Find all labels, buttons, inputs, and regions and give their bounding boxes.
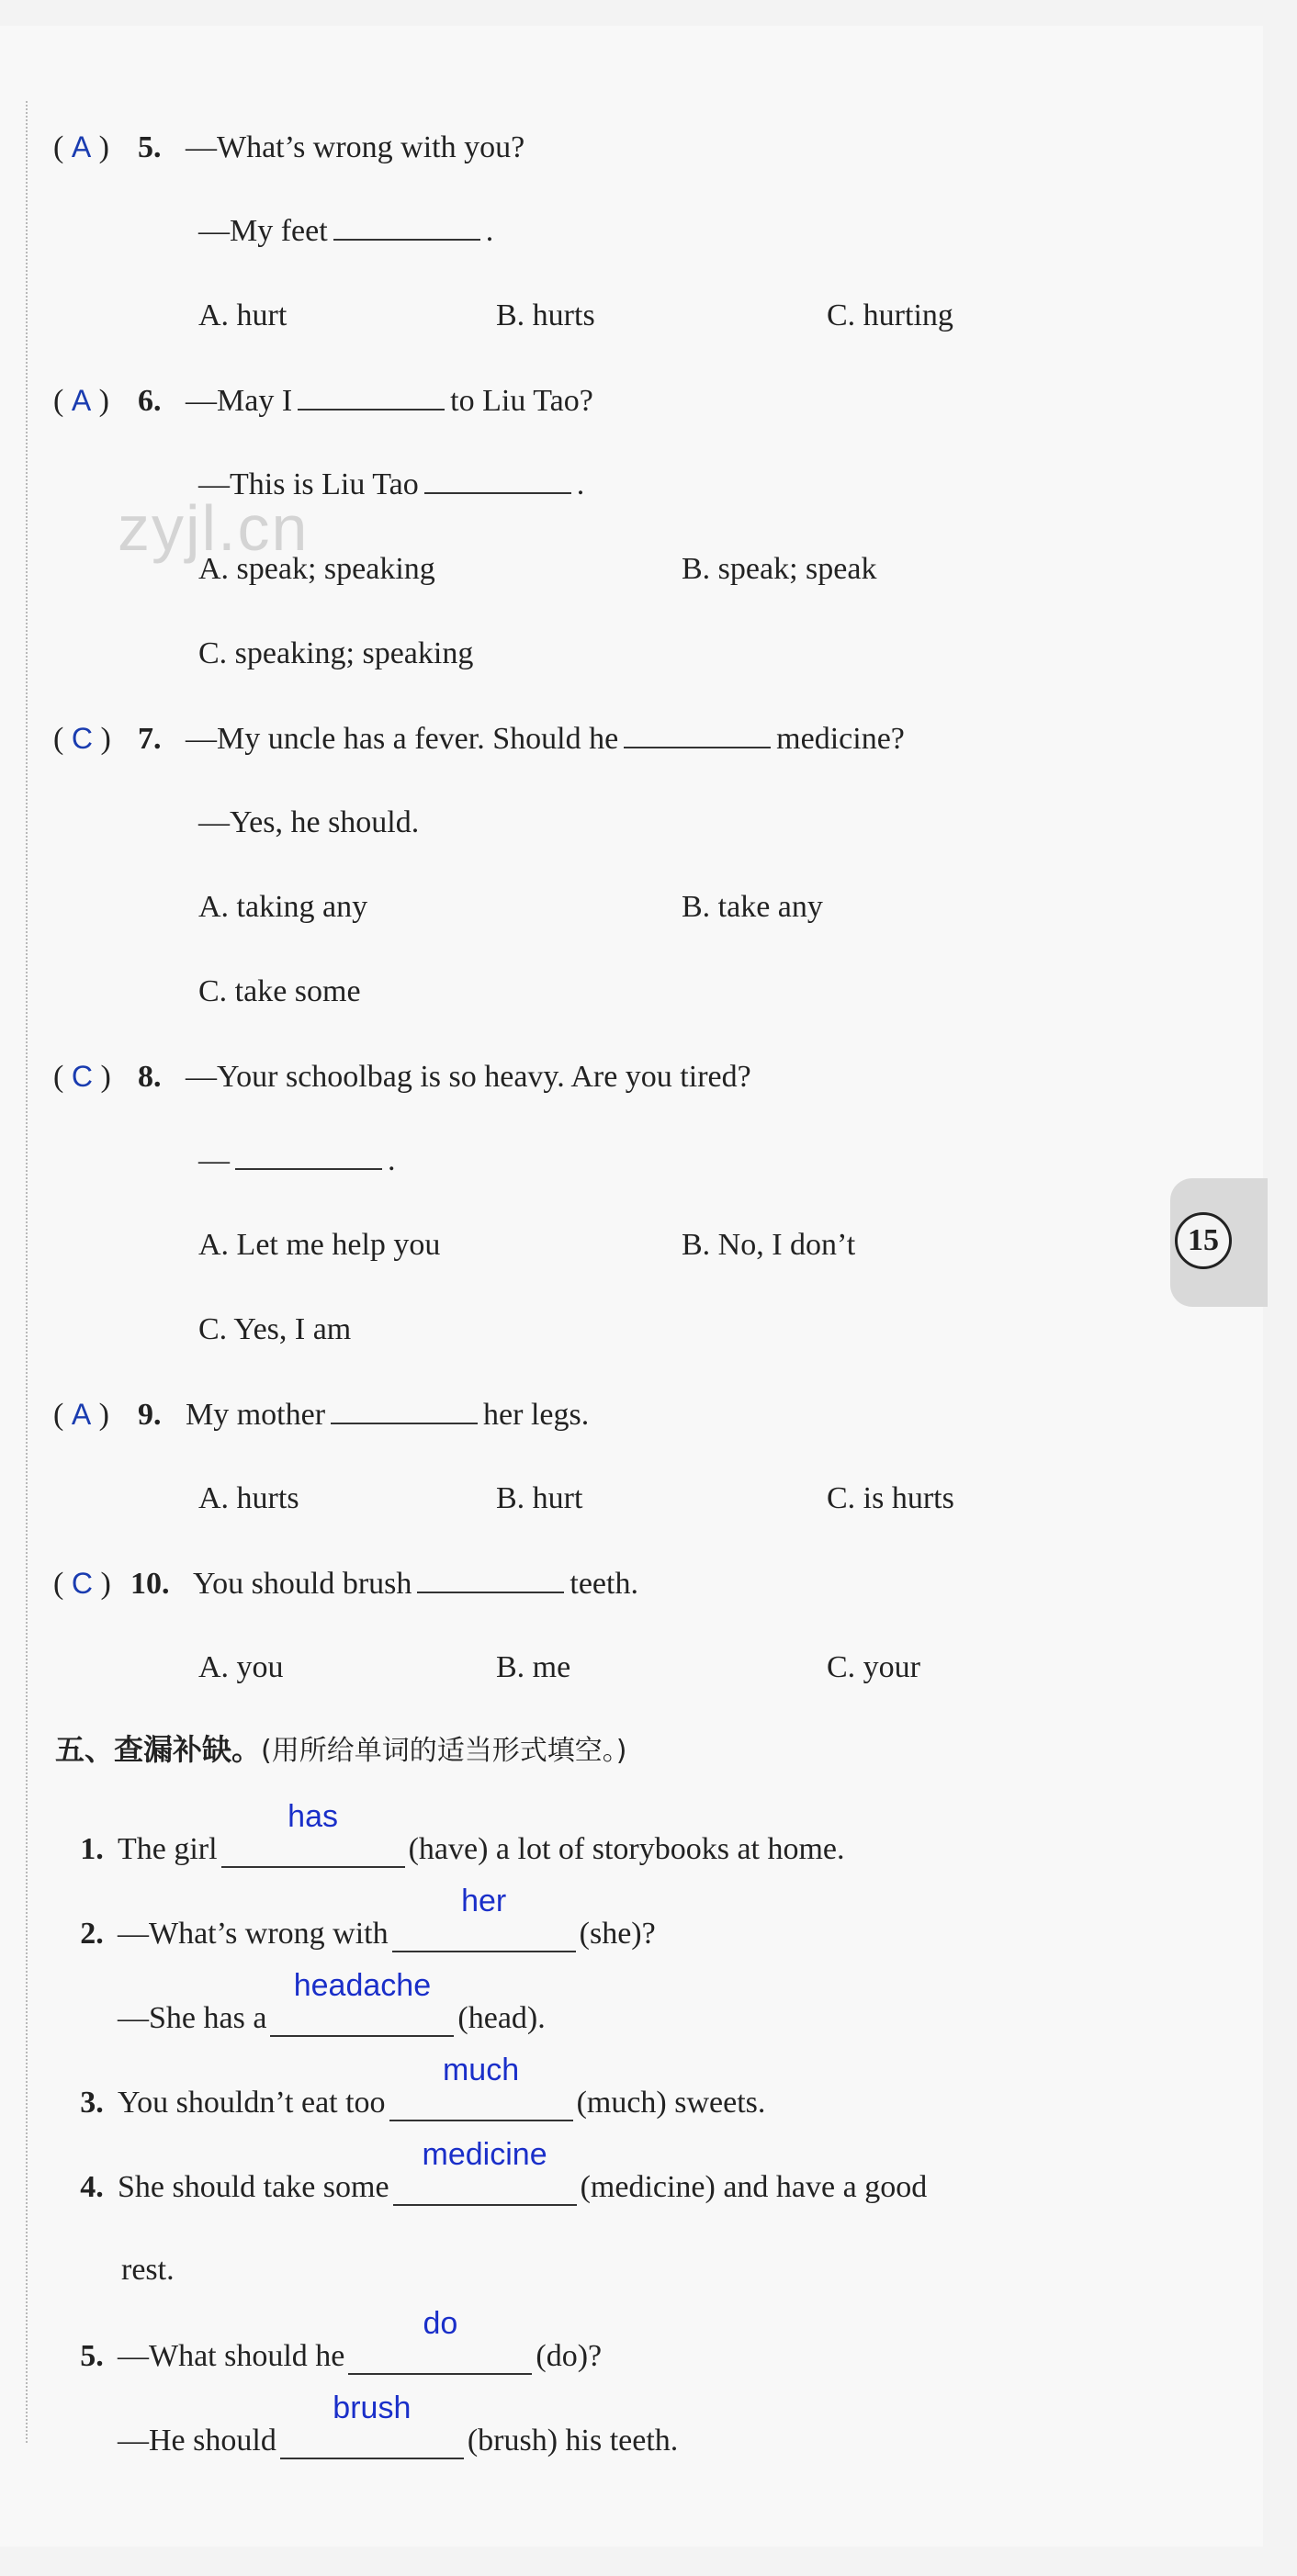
fill-item-4b: rest.: [121, 2253, 175, 2287]
question-number: 7.: [138, 722, 162, 756]
fill-blank[interactable]: [270, 1968, 454, 2037]
option-c: C. is hurts: [827, 1481, 954, 1515]
handwritten-answer: brush: [333, 2390, 412, 2425]
question-10: ( C ) 10. You should brush teeth.: [53, 1567, 638, 1601]
option-b: B. hurt: [496, 1481, 583, 1515]
watermark: zyjl.cn: [118, 492, 310, 564]
fill-item-5b: —He should brush (brush) his teeth.: [118, 2390, 679, 2458]
fill-item-2b: —She has a headache (head).: [118, 1968, 546, 2035]
option-a: A. speak; speaking: [198, 552, 435, 586]
question-6: ( A ) 6. —May I to Liu Tao?: [53, 384, 593, 418]
handwritten-answer: her: [461, 1884, 507, 1918]
question-7: ( C ) 7. —My uncle has a fever. Should he medicine?: [53, 722, 905, 756]
question-9: ( A ) 9. My mother her legs.: [53, 1398, 590, 1432]
answer-mark: C: [71, 1567, 93, 1600]
fill-blank[interactable]: [392, 1884, 576, 1952]
option-b: B. take any: [682, 890, 823, 924]
option-b: B. speak; speak: [682, 552, 877, 586]
binding-margin-line: [26, 101, 28, 2443]
section-instruction: (用所给单词的适当形式填空。): [261, 1735, 627, 1767]
question-5: ( A ) 5. —What’s wrong with you?: [53, 130, 525, 164]
answer-blank: [235, 1163, 382, 1170]
option-b: B. hurts: [496, 298, 595, 332]
fill-blank[interactable]: [221, 1799, 405, 1868]
fill-blank[interactable]: [389, 2053, 573, 2121]
answer-mark: C: [71, 722, 93, 755]
answer-blank: [624, 741, 771, 748]
question-8-reply: — .: [198, 1143, 396, 1177]
option-c: C. your: [827, 1650, 920, 1684]
option-c: C. hurting: [827, 298, 953, 332]
fill-item-4: 4. She should take some medicine (medicine) and have a good: [80, 2137, 928, 2204]
answer-blank: [331, 1417, 478, 1424]
fill-item-5: 5. —What should he do (do)?: [80, 2306, 603, 2373]
page-number: 15: [1175, 1212, 1232, 1269]
handwritten-answer: much: [442, 2053, 520, 2087]
answer-blank: [424, 487, 571, 494]
option-a: A. Let me help you: [198, 1228, 441, 1262]
answer-blank: [417, 1586, 564, 1593]
question-prompt: —What’s wrong with you?: [186, 130, 525, 164]
question-number: 8.: [138, 1060, 162, 1094]
answer-blank: [333, 233, 480, 241]
section-title: 五、查漏补缺。(用所给单词的适当形式填空。): [55, 1732, 627, 1767]
answer-mark: A: [71, 130, 92, 163]
question-number: 10.: [130, 1567, 170, 1601]
option-a: A. taking any: [198, 890, 368, 924]
handwritten-answer: has: [288, 1799, 338, 1834]
fill-blank[interactable]: [280, 2390, 464, 2459]
option-a: A. hurt: [198, 298, 288, 332]
answer-blank: [298, 403, 445, 411]
option-b: B. me: [496, 1650, 571, 1684]
fill-item-2: 2. —What’s wrong with her (she)?: [80, 1884, 656, 1951]
question-number: 5.: [138, 130, 162, 164]
fill-blank[interactable]: [393, 2137, 577, 2206]
option-c: C. Yes, I am: [198, 1312, 352, 1346]
fill-blank[interactable]: [348, 2306, 532, 2375]
handwritten-answer: do: [423, 2306, 458, 2341]
question-5-reply: —My feet .: [198, 214, 494, 248]
answer-mark: C: [71, 1060, 93, 1093]
answer-mark: A: [71, 384, 92, 417]
fill-item-3: 3. You shouldn’t eat too much (much) sweets.: [80, 2053, 766, 2120]
answer-mark: A: [71, 1398, 92, 1431]
option-a: A. hurts: [198, 1481, 299, 1515]
question-number: 9.: [138, 1398, 162, 1432]
option-b: B. No, I don’t: [682, 1228, 856, 1262]
option-c: C. take some: [198, 974, 361, 1008]
handwritten-answer: headache: [293, 1968, 432, 2003]
option-a: A. you: [198, 1650, 284, 1684]
question-6-reply: —This is Liu Tao .: [198, 467, 585, 501]
option-c: C. speaking; speaking: [198, 636, 474, 670]
handwritten-answer: medicine: [422, 2137, 547, 2172]
question-7-reply: —Yes, he should.: [198, 805, 420, 839]
question-number: 6.: [138, 384, 162, 418]
question-8: ( C ) 8. —Your schoolbag is so heavy. Are you tired?: [53, 1060, 751, 1094]
fill-item-1: 1. The girl has (have) a lot of storybooks at home.: [80, 1799, 845, 1866]
